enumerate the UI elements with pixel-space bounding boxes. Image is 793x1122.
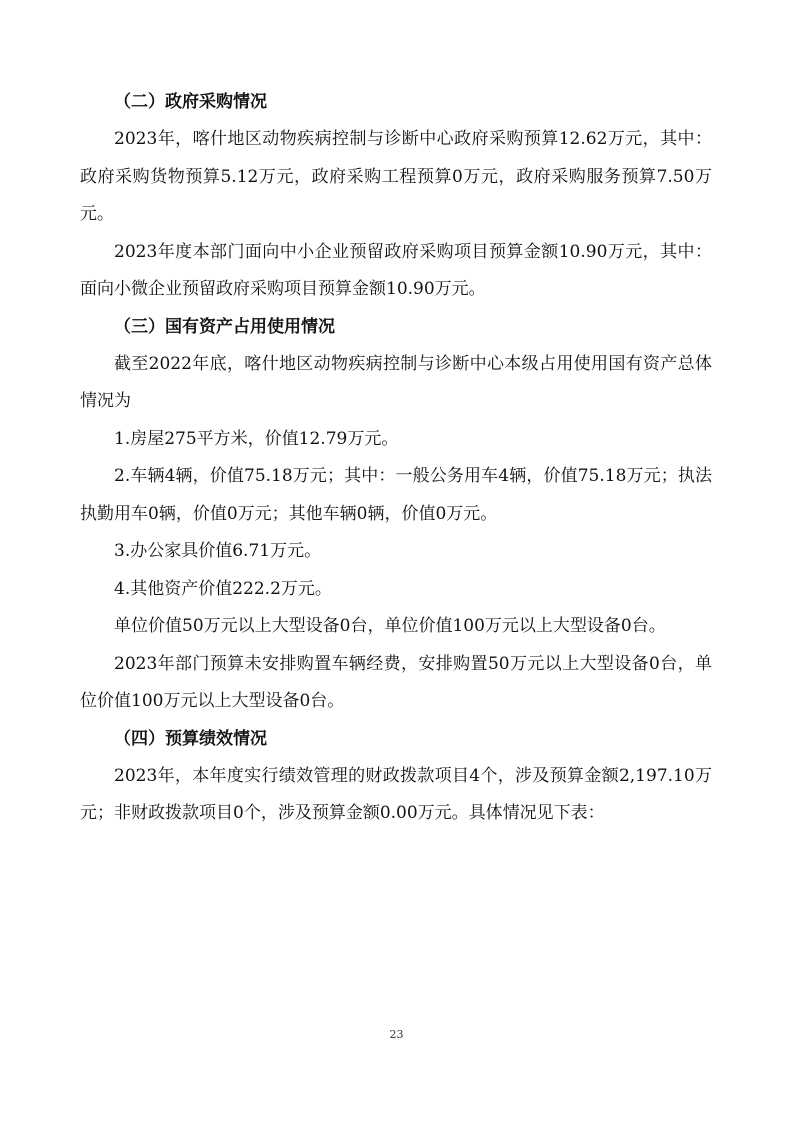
paragraph-assets-large-equipment: 单位价值50万元以上大型设备0台，单位价值100万元以上大型设备0台。 bbox=[114, 616, 666, 636]
section-heading-state-assets: （三）国有资产占用使用情况 bbox=[114, 316, 335, 337]
paragraph-assets-overview: 截至2022年底，喀什地区动物疾病控制与诊断中心本级占用使用国有资产总体情况为 bbox=[80, 353, 712, 411]
paragraph-sme-reserved: 2023年度本部门面向中小企业预留政府采购项目预算金额10.90万元，其中：面向小微企业预留政府采购项目预算金额10.90万元。 bbox=[80, 241, 712, 299]
paragraph-assets-other: 4.其他资产价值222.2万元。 bbox=[114, 578, 332, 599]
document-body bbox=[80, 84, 712, 833]
page-number: 23 bbox=[389, 1028, 404, 1041]
paragraph-assets-furniture: 3.办公家具价值6.71万元。 bbox=[114, 541, 322, 561]
paragraph-assets-buildings: 1.房屋275平方米，价值12.79万元。 bbox=[114, 428, 399, 449]
paragraph-performance-projects: 2023年，本年度实行绩效管理的财政拨款项目4个，涉及预算金额2,197.10万元；非财政拨款项目0个，涉及预算金额0.00万元。具体情况见下表： bbox=[80, 765, 712, 823]
paragraph-procurement-budget: 2023年，喀什地区动物疾病控制与诊断中心政府采购预算12.62万元，其中：政府采购货物预算5.12万元，政府采购工程预算0万元，政府采购服务预算7.50万元。 bbox=[80, 129, 712, 224]
paragraph-vehicle-purchase-budget: 2023年部门预算未安排购置车辆经费，安排购置50万元以上大型设备0台，单位价值100万元以上大型设备0台。 bbox=[80, 653, 712, 711]
section-heading-performance: （四）预算绩效情况 bbox=[114, 728, 267, 749]
paragraph-assets-vehicles: 2.车辆4辆，价值75.18万元；其中：一般公务用车4辆，价值75.18万元；执法执勤用车0辆，价值0万元；其他车辆0辆，价值0万元。 bbox=[80, 466, 712, 524]
section-heading-procurement: （二）政府采购情况 bbox=[114, 92, 267, 112]
